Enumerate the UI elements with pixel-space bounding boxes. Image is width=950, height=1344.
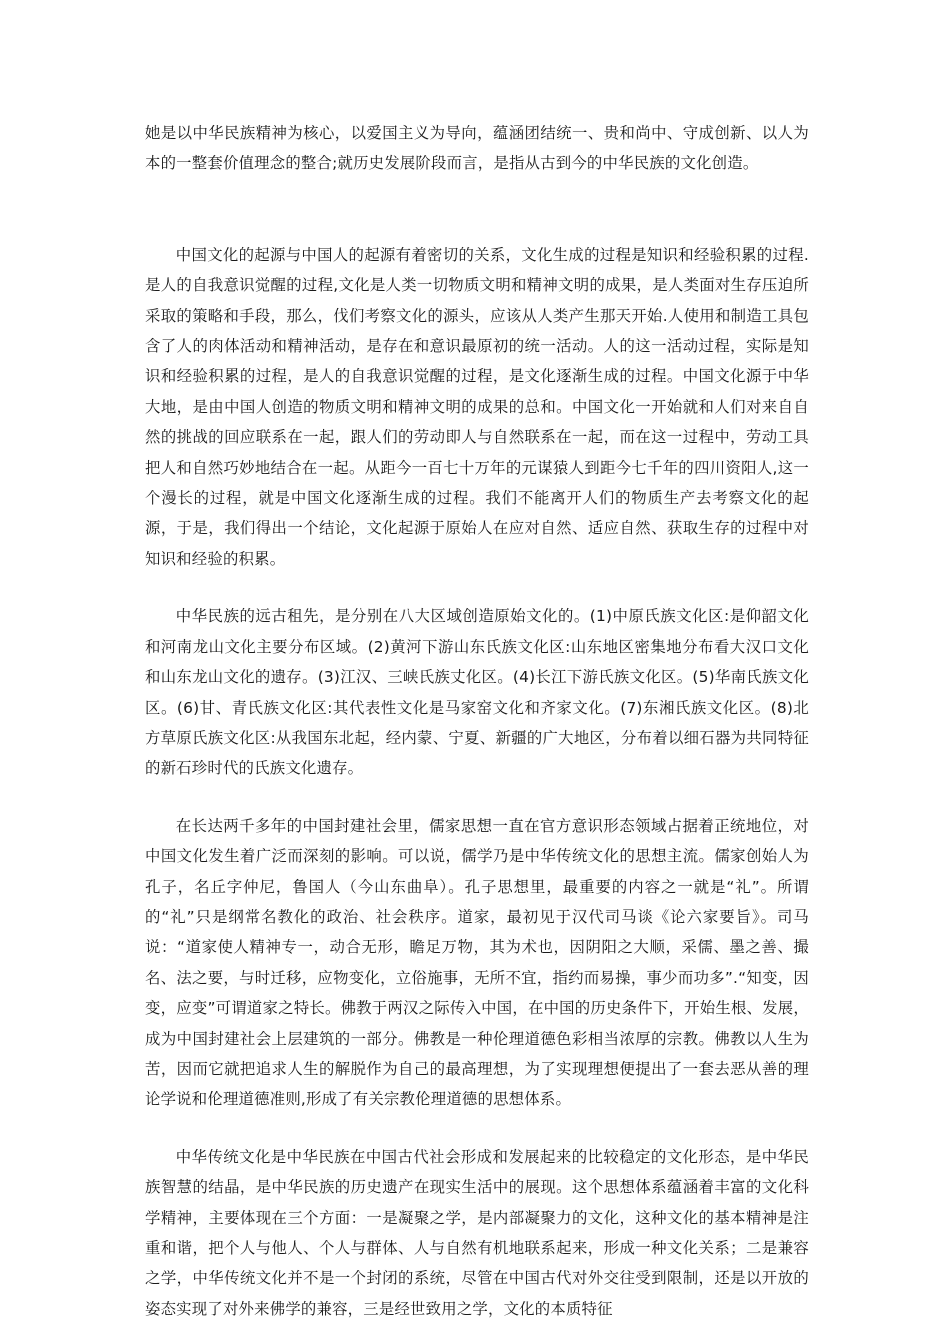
paragraph-spacer [145,179,809,240]
paragraph-origin-of-culture: 中国文化的起源与中国人的起源有着密切的关系，文化生成的过程是知识和经验积累的过程.是人的自我意识觉醒的过程,文化是人类一切物质文明和精神文明的成果，是人类面对生存压迫所采取的策略和手段，那么，伐们考察文化的源头，应该从人类产生那天开始.人使用和制造工具包含了人的肉体活动和精神活动，是存在和意识最原初的统一活动。人的这一活动过程，实际是知识和经验积累的过程，是人的自我意识觉醒的过程，是文化逐渐生成的过程。中国文化源于中华大地，是由中国人创造的物质文明和精神文明的成果的总和。中国文化一开始就和人们对来自自然的挑战的回应联系在一起，跟人们的劳动即人与自然联系在一起，而在这一过程中，劳动工具把人和自然巧妙地结合在一起。从距今一百七十万年的元谋猿人到距今七千年的四川资阳人,这一个漫长的过程，就是中国文化逐渐生成的过程。我们不能离开人们的物质生产去考察文化的起源，于是，我们得出一个结论，文化起源于原始人在应对自然、适应自然、获取生存的过程中对知识和经验的积累。 [145,245,809,568]
paragraph-continuation: 她是以中华民族精神为核心，以爱国主义为导向，蕴涵团结统一、贵和尚中、守成创新、以人为本的一整套价值理念的整合;就历史发展阶段而言，是指从古到今的中华民族的文化创造。 [145,124,809,173]
paragraph-eight-regions: 中华民族的远古租先，是分别在八大区域创造原始文化的。(1)中原氏族文化区:是仰韶文化和河南龙山文化主要分布区域。(2)黄河下游山东氏族文化区:山东地区密集地分布看大汉口文化和山东龙山文化的遗存。(3)江汉、三峡氏族丈化区。(4)长江下游氏族文化区。(5)华南氏族文化区。(6)甘、青氏族文化区:其代表性文化是马家窑文化和齐家文化。(7)东湘氏族文化区。(8)北方草原氏族文化区:从我国东北起，经内蒙、宁夏、新疆的广大地区，分布着以细石器为共同特征的新石珍时代的氏族文化遗存。 [145,607,809,778]
document-page [145,118,809,1324]
paragraph-traditional-culture: 中华传统文化是中华民族在中国古代社会形成和发展起来的比较稳定的文化形态，是中华民族智慧的结晶，是中华民族的历史遗产在现实生活中的展现。这个思想体系蕴涵着丰富的文化科学精神，主要体现在三个方面：一是凝聚之学，是内部凝聚力的文化，这种文化的基本精神是注重和谐，把个人与他人、个人与群体、人与自然有机地联系起来，形成一种文化关系；二是兼容之学，中华传统文化并不是一个封闭的系统，尽管在中国古代对外交往受到限制，还是以开放的姿态实现了对外来佛学的兼容，三是经世致用之学，文化的本质特征 [145,1147,809,1318]
paragraph-spacer [145,784,809,811]
paragraph-confucian-taoist-buddhist: 在长达两千多年的中国封建社会里，儒家思想一直在官方意识形态领域占据着正统地位，对中国文化发生着广泛而深刻的影响。可以说，儒学乃是中华传统文化的思想主流。儒家创始人为孔子，名丘字仲尼，鲁国人（今山东曲阜）。孔子思想里，最重要的内容之一就是“礼”。所谓的“礼”只是纲常名教化的政治、社会秩序。道家，最初见于汉代司马谈《论六家要旨》。司马说：“道家使人精神专一，动合无形，瞻足万物，其为术也，因阴阳之大顺，采儒、墨之善、撮名、法之要，与时迁移，应物变化，立俗施事，无所不宜，指约而易操，事少而功多”.“知变，因变，应变”可谓道家之特长。佛教于两汉之际传入中国，在中国的历史条件下，开始生根、发展，成为中国封建社会上层建筑的一部分。佛教是一种伦理道德色彩相当浓厚的宗教。佛教以人生为苦，因而它就把追求人生的解脱作为自己的最高理想，为了实现理想便提出了一套去恶从善的理论学说和伦理道德准则,形成了有关宗教伦理道德的思想体系。 [145,816,809,1109]
paragraph-spacer [145,574,809,601]
paragraph-spacer [145,1115,809,1142]
